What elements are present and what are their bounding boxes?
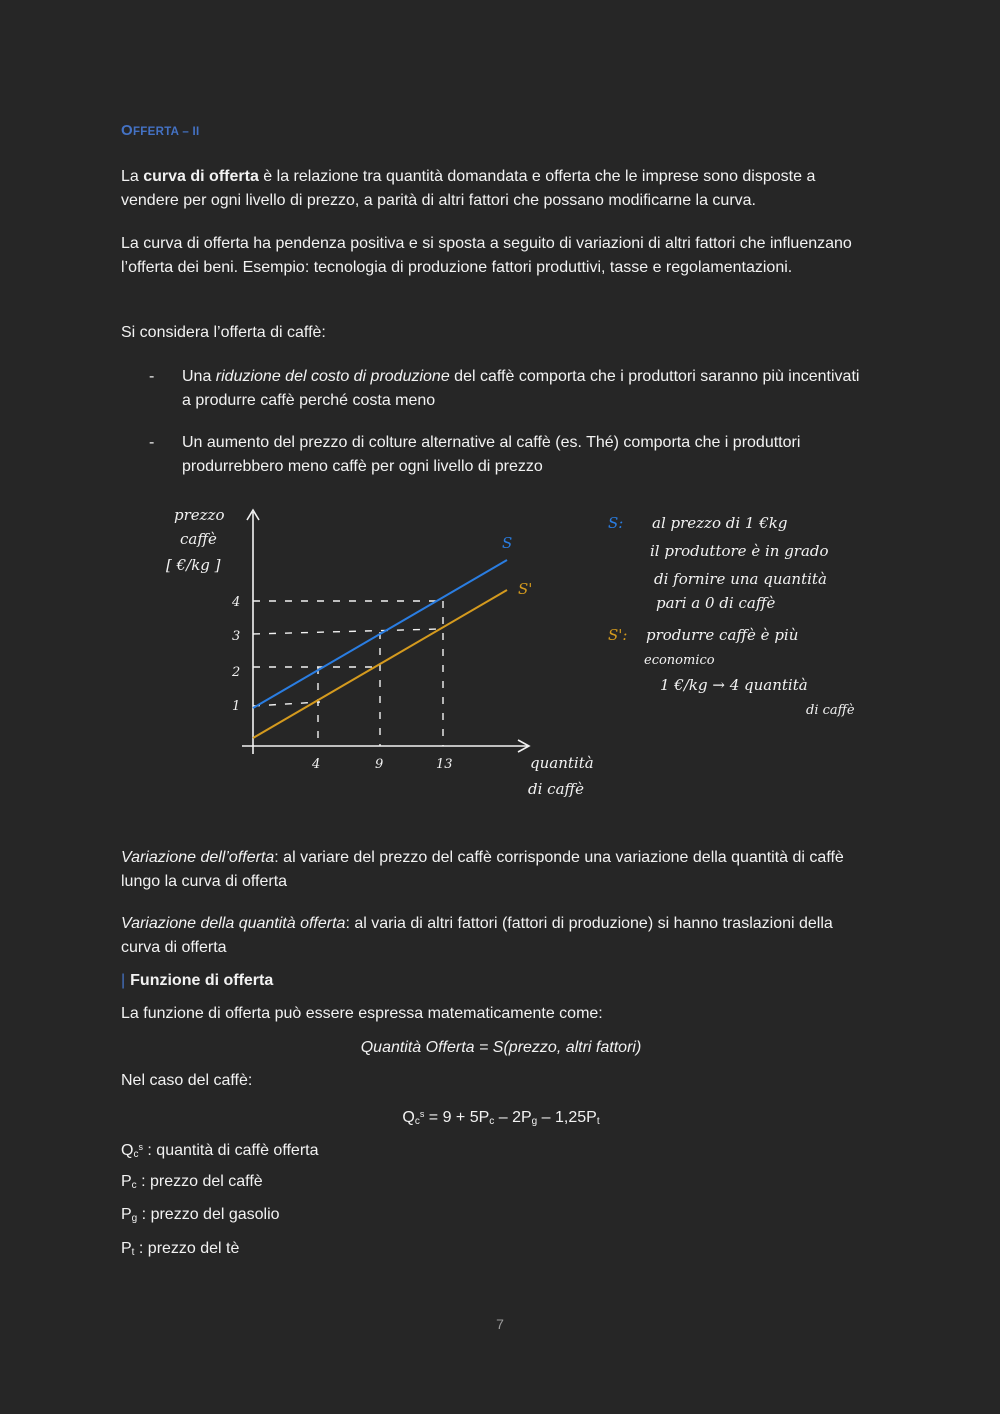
note-s-prime-line: di caffè [806, 703, 855, 718]
handwritten-supply-sketch [150, 496, 880, 806]
note-s-prime-line: 1 €/kg → 4 quantità [660, 676, 808, 694]
note-s-line: al prezzo di 1 €kg [652, 514, 788, 532]
note-s-line: pari a 0 di caffè [656, 594, 776, 612]
y-label-line1: prezzo [174, 506, 225, 524]
ytick-label: 4 [232, 595, 241, 610]
formula-coffee: $Qc^s = 9 + 5Pc - 2Pg - 1,25Pt$ [402, 1109, 600, 1127]
note-s-prime-line: produrre caffè è più [646, 626, 799, 644]
note-s-prime-label: S': [608, 626, 628, 644]
paragraph-function: La funzione di offerta può essere espressa matematicamente come: [121, 1005, 603, 1022]
paragraph-slope: La curva di offerta ha pendenza positiva e si sposta a seguito di variazioni di altri fattori che influenzano l’offerta dei beni. Esempio: tecnologia di produzione fattori produttivi, tasse e regolamentazioni. [121, 235, 852, 276]
curve-s-prime-label: S' [518, 580, 533, 598]
note-s-label: S: [608, 514, 624, 532]
note-s-line: il produttore è in grado [650, 542, 829, 560]
paragraph-variation-supply: Variazione dell’offerta: al variare del prezzo del caffè corrisponde una variazione della quantità di caffè lungo la curva di offerta [121, 849, 844, 890]
note-s-prime-line: economico [644, 653, 715, 668]
paragraph-variation-quantity: Variazione della quantità offerta: al varia di altri fattori (fattori di produzione) si hanno traslazioni della curva di offerta [121, 915, 833, 956]
y-label-line3: [ €/kg ] [166, 556, 221, 574]
definition-price-tea: Pt : prezzo del tè [121, 1240, 240, 1258]
xtick-label: 4 [312, 757, 321, 772]
formula-general: Quantità Offerta = S(prezzo, altri fattori) [360, 1039, 642, 1056]
definition-price-diesel: Pg : prezzo del gasolio [121, 1206, 280, 1224]
definition-price-coffee: Pc : prezzo del caffè [121, 1173, 263, 1191]
xtick-label: 13 [436, 757, 453, 772]
guide-price-3 [253, 629, 440, 634]
xtick-label: 9 [375, 757, 384, 772]
x-label-line1: quantità [530, 754, 594, 772]
curve-s-label: S [502, 534, 513, 552]
ytick-label: 1 [232, 699, 241, 714]
definition-quantity: Qc$^s$ : quantità di caffè offerta [121, 1142, 319, 1160]
note-s-line: di fornire una quantità [654, 570, 827, 588]
ytick-label: 3 [232, 629, 241, 644]
paragraph-coffee-case: Nel caso del caffè: [121, 1072, 253, 1089]
y-label-line2: caffè [180, 530, 217, 548]
page-number: 7 [496, 1316, 504, 1332]
ytick-label: 2 [232, 665, 241, 680]
paragraph-coffee-intro: Si considera l’offerta di caffè: [121, 324, 326, 341]
subheading: | Funzione di offerta [121, 972, 274, 989]
x-label-line2: di caffè [528, 780, 585, 798]
paragraph-definition: La curva di offerta è la relazione tra quantità domandata e offerta che le imprese sono disposte a vendere per ogni livello di prezzo, a parità di altri fattori che possano modificarne la curva. [121, 168, 816, 209]
section-heading: OFFERTA – II [121, 122, 200, 139]
